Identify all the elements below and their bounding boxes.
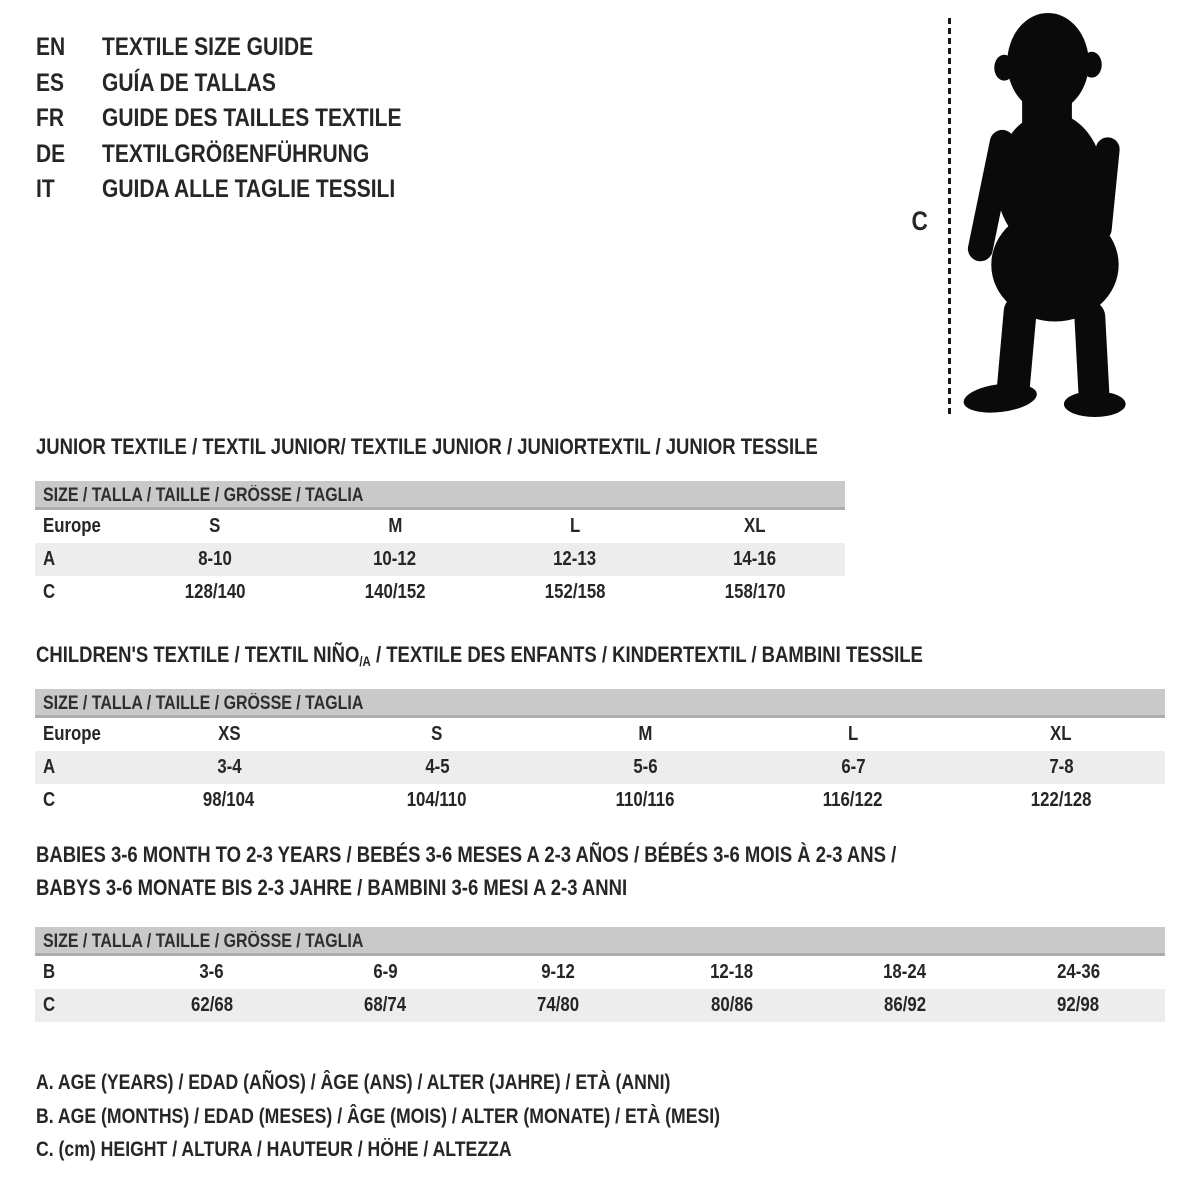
language-title-text: GUIDE DES TAILLES TEXTILE [102,104,402,132]
children-section-heading-text [36,642,923,669]
cell-text: 12-13 [553,548,597,570]
cell-text: 104/110 [407,789,467,811]
legend-line-c [36,1133,850,1167]
table-cell [992,956,1165,989]
measure-legend [36,1066,850,1167]
language-code-text: ES [36,68,65,97]
children-size-col-text: M [637,723,652,745]
language-title-text: TEXTILGRÖßENFÜHRUNG [102,139,370,168]
table-cell [472,956,645,989]
cell-text: 140/152 [364,581,426,603]
babies-size-table [35,927,1165,1022]
children-size-col [125,718,333,751]
table-cell [992,989,1165,1022]
row-label-text: C [43,789,56,811]
toddler-silhouette-icon [960,8,1140,420]
language-code-text: EN [36,33,66,61]
table-cell [957,751,1165,784]
language-title [102,66,309,102]
children-heading-sub: /A [359,653,371,669]
legend-line-a-text: A. AGE (YEARS) / EDAD (AÑOS) / ÂGE (ANS) / ALTER (JAHRE) / ETÀ (ANNI) [36,1071,671,1094]
table-cell [749,784,957,817]
table-cell [645,956,818,989]
row-label [35,751,125,784]
cell-text: 128/140 [184,581,246,603]
cell-text: 92/98 [1057,994,1100,1016]
height-measure-label-text: C [911,206,928,236]
children-age-row [35,751,1165,784]
legend-line-c-text: C. (cm) HEIGHT / ALTURA / HAUTEUR / HÖHE / ALTEZZA [36,1138,512,1161]
table-cell [333,784,541,817]
babies-section-heading-line1 [36,842,1060,868]
children-size-header-bar [35,689,1165,718]
children-region-label [35,718,125,751]
babies-heading-line1-text: BABIES 3-6 MONTH TO 2-3 YEARS / BEBÉS 3-6 MESES A 2-3 AÑOS / BÉBÉS 3-6 MOIS À 2-3 ANS / [36,842,897,867]
row-label [35,956,125,989]
row-label [35,576,125,609]
table-cell [485,576,665,609]
junior-size-col [125,510,305,543]
children-region-label-text: Europe [43,723,101,745]
table-cell [541,751,749,784]
table-cell [485,543,665,576]
babies-table [35,956,1165,1022]
cell-text: 86/92 [883,994,926,1016]
row-label [35,989,125,1022]
language-title [102,101,459,137]
table-cell [305,543,485,576]
cell-text: 116/122 [823,789,883,811]
table-cell [818,956,991,989]
height-measure-label [910,206,930,237]
row-label-text: C [43,581,56,603]
table-cell [818,989,991,1022]
height-measure-dashed-line [948,18,951,416]
babies-size-header-text: SIZE / TALLA / TAILLE / GRÖSSE / TAGLIA [43,931,364,952]
cell-text: 18-24 [883,961,927,983]
cell-text: 62/68 [190,994,233,1016]
language-title [102,172,451,208]
babies-height-row [35,989,1165,1022]
junior-height-row [35,576,845,609]
junior-section-heading-text: JUNIOR TEXTILE / TEXTIL JUNIOR/ TEXTILE JUNIOR / JUNIORTEXTIL / JUNIOR TESSILE [36,434,818,459]
row-label [35,543,125,576]
children-size-header-text: SIZE / TALLA / TAILLE / GRÖSSE / TAGLIA [43,693,364,714]
junior-size-header-text: SIZE / TALLA / TAILLE / GRÖSSE / TAGLIA [43,485,364,506]
children-section-heading [36,642,1092,669]
junior-region-label-text: Europe [43,515,101,537]
cell-text: 98/104 [203,789,255,811]
table-cell [749,751,957,784]
language-title-list [36,30,459,208]
language-code-text: IT [36,175,55,203]
language-row-es [36,66,459,102]
row-label [35,784,125,817]
children-table [35,718,1165,817]
table-cell [125,956,298,989]
babies-section-heading-line2 [36,875,740,901]
row-label-text: A [43,756,56,778]
children-header-row [35,718,1165,751]
junior-table [35,510,845,609]
language-title [102,30,353,66]
cell-text: 6-9 [372,961,398,983]
cell-text: 8-10 [198,548,232,570]
language-title-text: GUÍA DE TALLAS [102,68,276,97]
language-row-it [36,172,459,208]
cell-text: 152/158 [544,581,606,603]
cell-text: 10-12 [373,548,417,570]
children-height-row [35,784,1165,817]
cell-text: 74/80 [537,994,580,1016]
language-code [36,66,102,102]
language-code-text: FR [36,104,64,132]
junior-size-col-text: L [569,515,581,537]
table-cell [665,543,845,576]
legend-line-a [36,1066,850,1100]
language-code [36,172,102,208]
table-cell [125,784,333,817]
cell-text: 3-4 [216,756,242,778]
children-size-col-text: XS [217,723,241,745]
table-cell [125,576,305,609]
children-size-col [957,718,1165,751]
table-cell [665,576,845,609]
junior-size-col-text: M [387,515,402,537]
language-title [102,137,420,173]
language-code [36,137,102,173]
children-size-col [333,718,541,751]
children-size-col-text: L [847,723,859,745]
cell-text: 158/170 [724,581,786,603]
junior-age-row [35,543,845,576]
table-cell [305,576,485,609]
children-heading-pre: CHILDREN'S TEXTILE / TEXTIL NIÑO [36,642,360,667]
junior-size-header-bar [35,481,845,510]
cell-text: 4-5 [424,756,450,778]
table-cell [298,989,471,1022]
language-code-text: DE [36,139,66,168]
cell-text: 5-6 [632,756,658,778]
cell-text: 80/86 [710,994,753,1016]
junior-region-label [35,510,125,543]
cell-text: 122/128 [1030,789,1092,811]
children-size-col [541,718,749,751]
children-size-col [749,718,957,751]
junior-size-col [305,510,485,543]
babies-size-header-bar [35,927,1165,956]
row-label-text: C [43,994,56,1016]
table-cell [125,543,305,576]
cell-text: 6-7 [840,756,866,778]
junior-section-heading [36,434,967,460]
row-label-text: A [43,548,56,570]
cell-text: 68/74 [363,994,407,1016]
cell-text: 24-36 [1056,961,1100,983]
cell-text: 3-6 [199,961,224,983]
language-row-en [36,30,459,66]
table-cell [541,784,749,817]
cell-text: 9-12 [541,961,576,983]
children-heading-post: / TEXTILE DES ENFANTS / KINDERTEXTIL / BAMBINI TESSILE [370,642,923,667]
children-size-col-text: S [431,723,443,745]
cell-text: 7-8 [1048,756,1074,778]
table-cell [472,989,645,1022]
legend-line-b-text: B. AGE (MONTHS) / EDAD (MESES) / ÂGE (MOIS) / ALTER (MONATE) / ETÀ (MESI) [36,1104,721,1128]
junior-size-table [35,481,845,609]
legend-line-b [36,1100,850,1134]
children-size-col-text: XL [1050,723,1072,745]
junior-size-col-text: XL [744,515,766,537]
language-row-fr [36,101,459,137]
junior-size-col-text: S [209,515,221,537]
row-label-text: B [43,961,56,983]
table-cell [125,751,333,784]
language-code [36,101,102,137]
language-title-text: TEXTILE SIZE GUIDE [102,33,314,61]
babies-heading-line2-text: BABYS 3-6 MONATE BIS 2-3 JAHRE / BAMBINI 3-6 MESI A 2-3 ANNI [36,875,628,900]
cell-text: 12-18 [710,961,754,983]
table-cell [125,989,298,1022]
table-cell [298,956,471,989]
table-cell [333,751,541,784]
cell-text: 14-16 [733,548,777,570]
language-row-de [36,137,459,173]
cell-text: 110/116 [615,789,675,811]
table-cell [645,989,818,1022]
children-size-table [35,689,1165,817]
language-code [36,30,102,66]
table-cell [957,784,1165,817]
language-title-text: GUIDA ALLE TAGLIE TESSILI [102,175,396,203]
junior-size-col [665,510,845,543]
junior-size-col [485,510,665,543]
junior-header-row [35,510,845,543]
babies-age-row [35,956,1165,989]
